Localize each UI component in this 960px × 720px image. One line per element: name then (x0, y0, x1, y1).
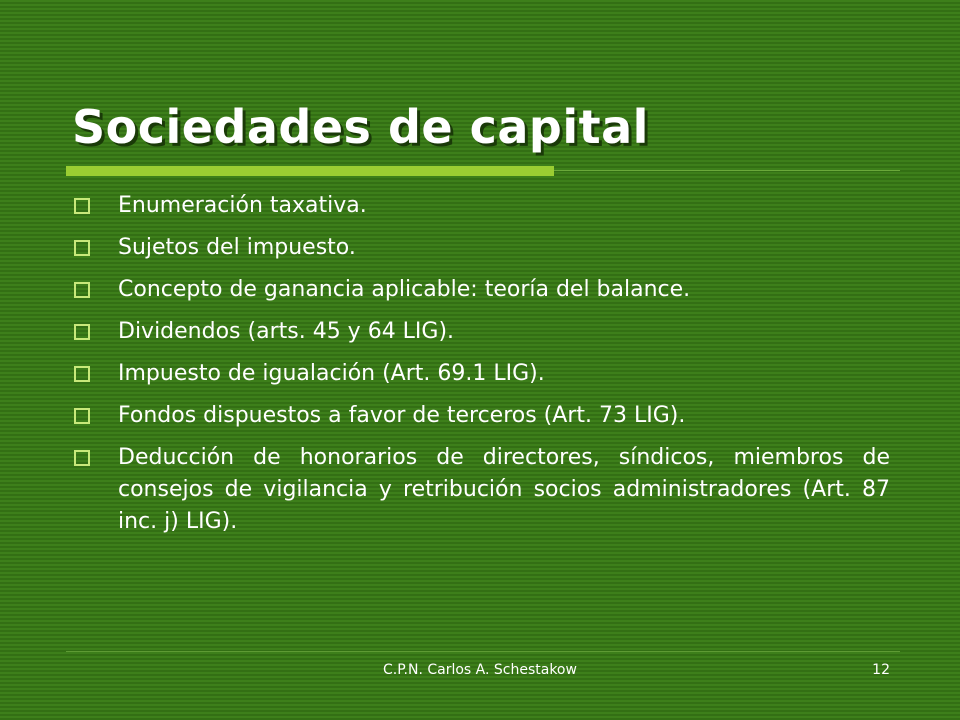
hollow-square-bullet-icon (74, 282, 90, 298)
bullet-item (72, 190, 890, 222)
bullet-item (72, 442, 890, 538)
title-accent-line (554, 170, 900, 171)
bullet-text: Dividendos (arts. 45 y 64 LIG). (118, 319, 455, 344)
bullet-text: Sujetos del impuesto. (118, 235, 356, 260)
bullet-item (72, 232, 890, 264)
hollow-square-bullet-icon (74, 198, 90, 214)
bullet-text: Concepto de ganancia aplicable: teoría del balance. (118, 277, 691, 302)
page-number: 12 (872, 662, 890, 678)
hollow-square-bullet-icon (74, 450, 90, 466)
bullet-list (72, 190, 890, 548)
footer-author: C.P.N. Carlos A. Schestakow (383, 662, 577, 678)
bullet-text: Fondos dispuestos a favor de terceros (Art. 73 LIG). (118, 403, 686, 428)
hollow-square-bullet-icon (74, 408, 90, 424)
title-accent-bar (66, 166, 554, 176)
bullet-text: Deducción de honorarios de directores, síndicos, miembros de consejos de vigilancia y retribución socios administradores (Art. 87 inc. j) LIG). (118, 445, 890, 534)
bullet-text: Impuesto de igualación (Art. 69.1 LIG). (118, 361, 545, 386)
bullet-item (72, 316, 890, 348)
hollow-square-bullet-icon (74, 240, 90, 256)
hollow-square-bullet-icon (74, 366, 90, 382)
bullet-item (72, 400, 890, 432)
bullet-item (72, 274, 890, 306)
footer-divider (66, 651, 900, 652)
bullet-item (72, 358, 890, 390)
hollow-square-bullet-icon (74, 324, 90, 340)
slide-title: Sociedades de capital (72, 100, 649, 154)
bullet-text: Enumeración taxativa. (118, 193, 367, 218)
